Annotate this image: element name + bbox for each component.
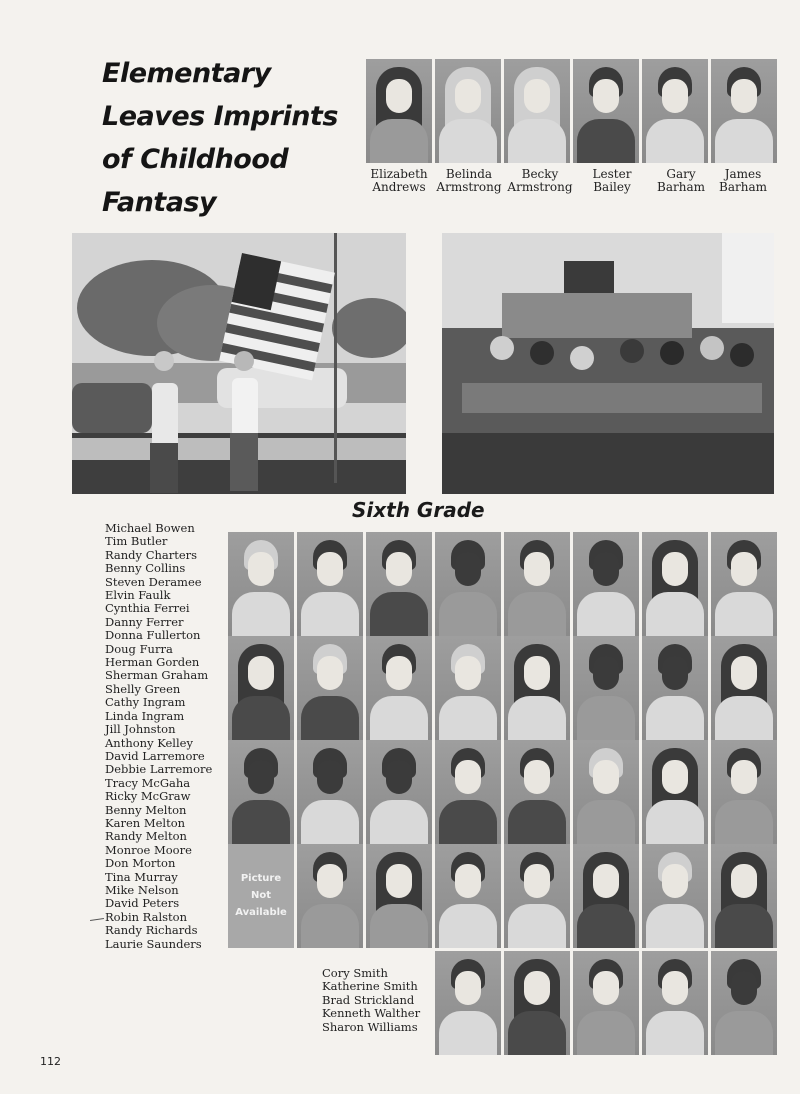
student-portrait [504, 636, 570, 740]
student-portrait [573, 844, 639, 948]
page-number: 112 [40, 1055, 61, 1068]
caption-last: Armstrong [507, 180, 573, 194]
flag-raising-photo [72, 233, 406, 494]
headline-line: Leaves Imprints [102, 101, 338, 132]
caption-last: Armstrong [436, 180, 502, 194]
student-portrait [642, 844, 708, 948]
student-name: Monroe Moore [105, 842, 192, 857]
student-portrait [297, 740, 363, 844]
student-portrait [573, 740, 639, 844]
student-portrait [366, 59, 432, 163]
student-portrait [228, 740, 294, 844]
student-name: Benny Collins [105, 561, 186, 576]
student-name: Sherman Graham [105, 668, 209, 683]
student-name: Anthony Kelley [105, 735, 193, 750]
student-portrait [642, 951, 708, 1055]
portrait-caption [577, 168, 647, 194]
student-name: Cathy Ingram [105, 695, 186, 710]
portrait-caption [434, 168, 504, 194]
pen-mark [90, 918, 104, 921]
student-name: Mike Nelson [105, 882, 179, 897]
student-name: David Peters [105, 896, 180, 911]
headline-line: of Childhood [102, 144, 289, 175]
student-portrait [504, 532, 570, 636]
student-name: Robin Ralston [105, 909, 187, 924]
caption-first: Gary [666, 167, 696, 181]
student-portrait [435, 532, 501, 636]
student-portrait [504, 951, 570, 1055]
student-portrait [297, 636, 363, 740]
student-portrait [228, 636, 294, 740]
student-portrait [642, 740, 708, 844]
caption-last: Barham [657, 180, 705, 194]
student-portrait [711, 532, 777, 636]
student-name: Doug Furra [105, 641, 173, 656]
bottom-name-list [322, 967, 420, 1034]
student-portrait [366, 532, 432, 636]
student-name: Don Morton [105, 856, 176, 871]
student-name: Benny Melton [105, 802, 187, 817]
student-name: Tim Butler [105, 534, 168, 549]
student-portrait [504, 59, 570, 163]
portrait-caption [505, 168, 575, 194]
student-name: Shelly Green [105, 681, 181, 696]
student-portrait [435, 636, 501, 740]
classroom-photo [442, 233, 774, 494]
student-name: Jill Johnston [105, 722, 176, 737]
student-name: Herman Gorden [105, 655, 200, 670]
student-portrait [297, 532, 363, 636]
student-portrait [711, 59, 777, 163]
student-name: David Larremore [105, 748, 205, 763]
student-portrait [573, 951, 639, 1055]
section-title: Sixth Grade [352, 498, 485, 522]
caption-first: Elizabeth [370, 167, 428, 181]
student-name: Karen Melton [105, 815, 186, 830]
student-name: Cory Smith [322, 966, 388, 980]
student-portrait [573, 59, 639, 163]
page-headline [102, 52, 352, 224]
student-name: Michael Bowen [105, 521, 195, 535]
student-portrait [435, 844, 501, 948]
caption-first: Belinda [445, 167, 493, 181]
student-portrait [366, 636, 432, 740]
portrait-caption [646, 168, 716, 194]
student-portrait [435, 740, 501, 844]
caption-first: Becky [521, 167, 559, 181]
student-name: Brad Strickland [322, 992, 415, 1007]
portrait-caption [364, 168, 434, 194]
caption-last: Andrews [372, 180, 426, 194]
student-name: Randy Richards [105, 923, 198, 938]
student-name: Elvin Faulk [105, 588, 171, 603]
student-portrait [642, 532, 708, 636]
headline-line: Fantasy [102, 187, 217, 218]
student-name: Sharon Williams [322, 1019, 418, 1034]
student-name: Debbie Larremore [105, 762, 213, 777]
flag-photo-art [72, 233, 406, 494]
student-portrait [642, 636, 708, 740]
student-portrait [504, 844, 570, 948]
student-portrait [711, 951, 777, 1055]
student-name: Tina Murray [105, 869, 178, 884]
student-portrait [573, 532, 639, 636]
student-portrait [435, 59, 501, 163]
student-portrait [711, 740, 777, 844]
student-name: Donna Fullerton [105, 628, 201, 643]
student-portrait [711, 844, 777, 948]
student-portrait [228, 532, 294, 636]
student-name: Cynthia Ferrei [105, 601, 190, 616]
student-portrait [504, 740, 570, 844]
student-portrait [435, 951, 501, 1055]
student-portrait [366, 740, 432, 844]
student-name: Katherine Smith [322, 979, 418, 994]
student-name: Tracy McGaha [105, 775, 191, 790]
portrait-caption [708, 168, 778, 194]
student-name: Ricky McGraw [105, 789, 191, 804]
not-available-text: Picture Not Available [235, 873, 287, 918]
classroom-photo-art [442, 233, 774, 494]
caption-first: James [724, 167, 762, 181]
student-name: Randy Melton [105, 829, 187, 844]
student-portrait [642, 59, 708, 163]
student-name: Randy Charters [105, 547, 198, 562]
caption-last: Bailey [593, 180, 631, 194]
student-name: Laurie Saunders [105, 936, 202, 951]
sixth-grade-name-list [105, 522, 212, 951]
headline-line: Elementary [102, 58, 271, 89]
caption-last: Barham [719, 180, 767, 194]
student-name: Linda Ingram [105, 708, 185, 723]
student-name: Kenneth Walther [322, 1006, 421, 1021]
picture-not-available-placeholder [228, 844, 294, 948]
student-portrait [297, 844, 363, 948]
student-portrait [573, 636, 639, 740]
student-portrait [711, 636, 777, 740]
caption-first: Lester [592, 167, 632, 181]
student-name: Steven Deramee [105, 574, 202, 589]
student-name: Danny Ferrer [105, 614, 184, 629]
student-portrait [366, 844, 432, 948]
